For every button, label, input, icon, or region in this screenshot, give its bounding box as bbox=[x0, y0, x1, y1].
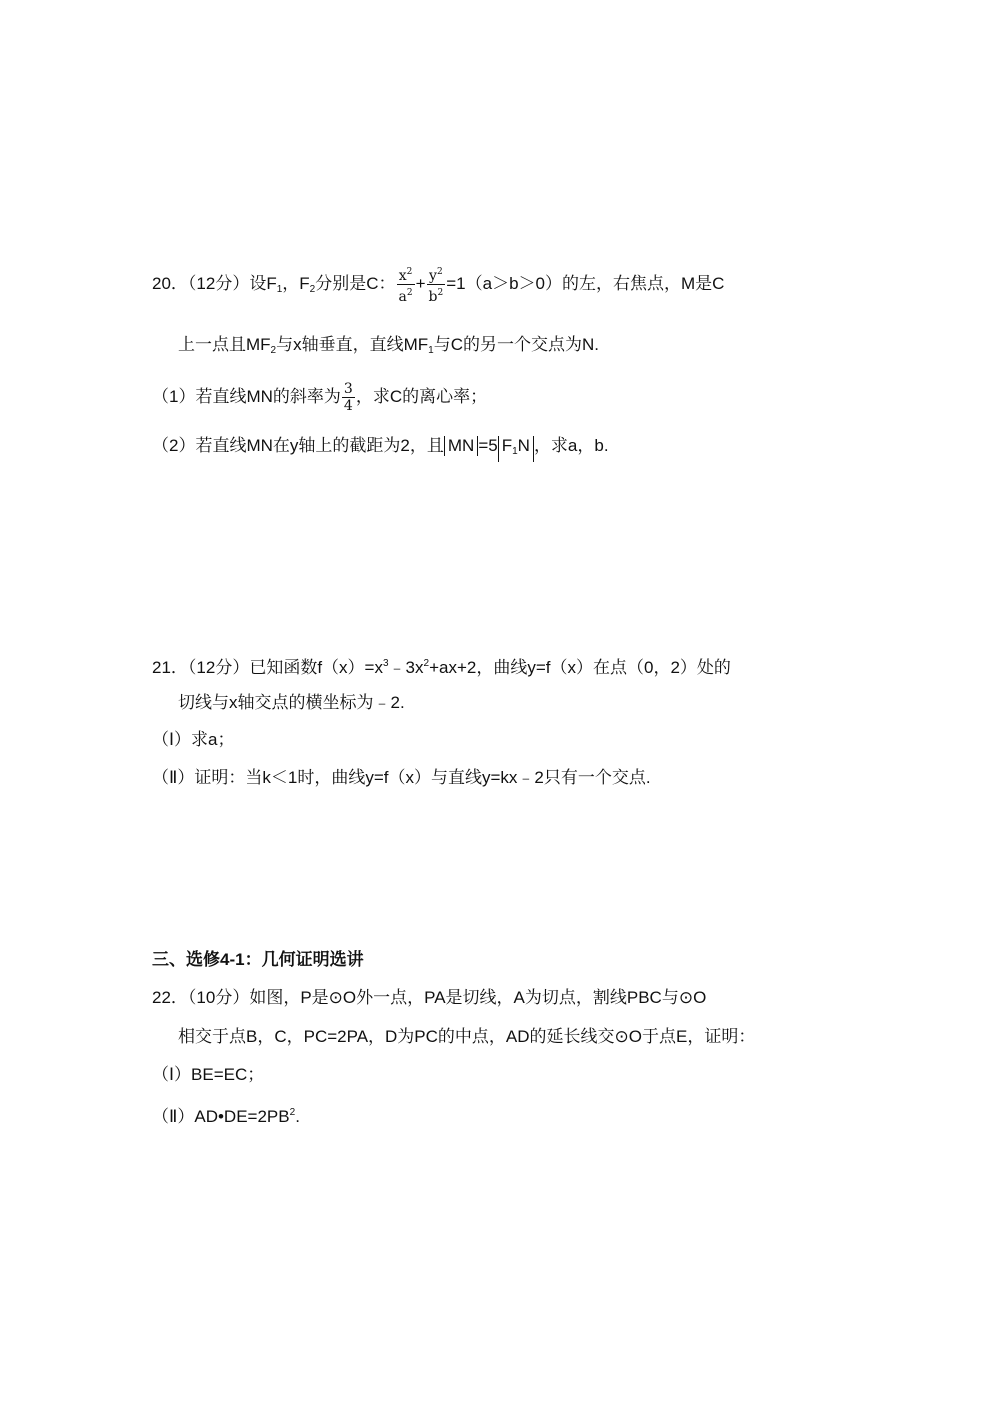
q20-prefix: 20．（12分）设F bbox=[152, 273, 277, 293]
q22-part2 bbox=[152, 1101, 300, 1129]
q20-line2-sub2: 1 bbox=[428, 345, 434, 356]
q22-line1: 22．（10分）如图，P是⊙O外一点，PA是切线，A为切点，割线PBC与⊙O bbox=[152, 988, 707, 1007]
q20-line2-c: 与C的另一个交点为N. bbox=[433, 335, 599, 354]
q21-part2: （Ⅱ）证明：当k＜1时，曲线y=f（x）与直线y=kx﹣2只有一个交点. bbox=[152, 768, 651, 787]
q20-slope-fraction bbox=[342, 381, 355, 414]
q20-fraction-x bbox=[397, 264, 415, 305]
q20-part1 bbox=[152, 381, 487, 414]
slope-num: 3 bbox=[343, 381, 353, 397]
frac1-den: a bbox=[398, 289, 407, 305]
q20-part2-a: （2）若直线MN在y轴上的截距为2，且 bbox=[152, 436, 444, 455]
q21-line2: 切线与x轴交点的横坐标为﹣2. bbox=[178, 693, 405, 712]
frac2-num: y bbox=[429, 268, 437, 284]
q21-part1: （Ⅰ）求a； bbox=[152, 730, 235, 749]
q20-line2-sub1: 2 bbox=[270, 345, 277, 356]
q21-line1 bbox=[152, 652, 731, 680]
abs-f1n-b: N bbox=[517, 436, 530, 455]
q20-f1-sub: 1 bbox=[276, 283, 283, 295]
q22-part2-b: . bbox=[295, 1107, 300, 1126]
q20-plus: + bbox=[415, 273, 426, 293]
q20-text-a: 分别是C： bbox=[315, 273, 396, 293]
q20-part2-mid: =5 bbox=[478, 436, 498, 455]
q22-part1: （Ⅰ）BE=EC； bbox=[152, 1065, 265, 1084]
slope-den: 4 bbox=[343, 398, 353, 414]
q22-line2: 相交于点B，C，PC=2PA，D为PC的中点，AD的延长线交⊙O于点E，证明： bbox=[178, 1027, 756, 1046]
q20-part1-a: （1）若直线MN的斜率为 bbox=[152, 386, 341, 406]
frac1-num: x bbox=[398, 268, 407, 284]
q22-part2-a: （Ⅱ）AD•DE=2PB bbox=[152, 1107, 290, 1126]
q20-text-b: =1（a＞b＞0）的左，右焦点，M是C bbox=[446, 273, 725, 293]
frac1-den-exp: 2 bbox=[406, 288, 413, 298]
frac2-den-exp: 2 bbox=[437, 288, 444, 298]
q21-line1-b: ﹣3x bbox=[388, 658, 424, 677]
frac1-num-exp: 2 bbox=[406, 267, 413, 277]
q20-part2 bbox=[152, 434, 609, 462]
abs-f1n bbox=[498, 436, 534, 462]
abs-mn: MN bbox=[444, 436, 478, 456]
q21-exp2: 2 bbox=[423, 658, 430, 669]
abs-f1n-a: F bbox=[501, 436, 513, 455]
q20-line1 bbox=[152, 264, 724, 305]
q20-f2-sub: 2 bbox=[309, 283, 316, 295]
frac2-num-exp: 2 bbox=[436, 267, 443, 277]
q21-line1-a: 21．（12分）已知函数f（x）=x bbox=[152, 658, 383, 677]
q20-part2-b: ，求a，b. bbox=[533, 436, 609, 455]
q20-fraction-y bbox=[427, 264, 446, 305]
q21-line1-c: +ax+2，曲线y=f（x）在点（0，2）处的 bbox=[429, 658, 731, 677]
q20-line2-a: 上一点且MF bbox=[178, 335, 271, 354]
frac2-den: b bbox=[428, 289, 438, 305]
q20-part1-b: ，求C的离心率； bbox=[355, 386, 488, 406]
section-heading: 三、选修4-1：几何证明选讲 bbox=[152, 950, 364, 969]
q22-part2-exp: 2 bbox=[289, 1107, 296, 1118]
q20-line2-b: 与x轴垂直，直线MF bbox=[276, 335, 429, 354]
q20-comma: ，F bbox=[282, 273, 310, 293]
q21-exp3: 3 bbox=[382, 658, 389, 669]
abs-f1n-sub: 1 bbox=[512, 446, 518, 457]
q20-line2 bbox=[178, 333, 599, 363]
